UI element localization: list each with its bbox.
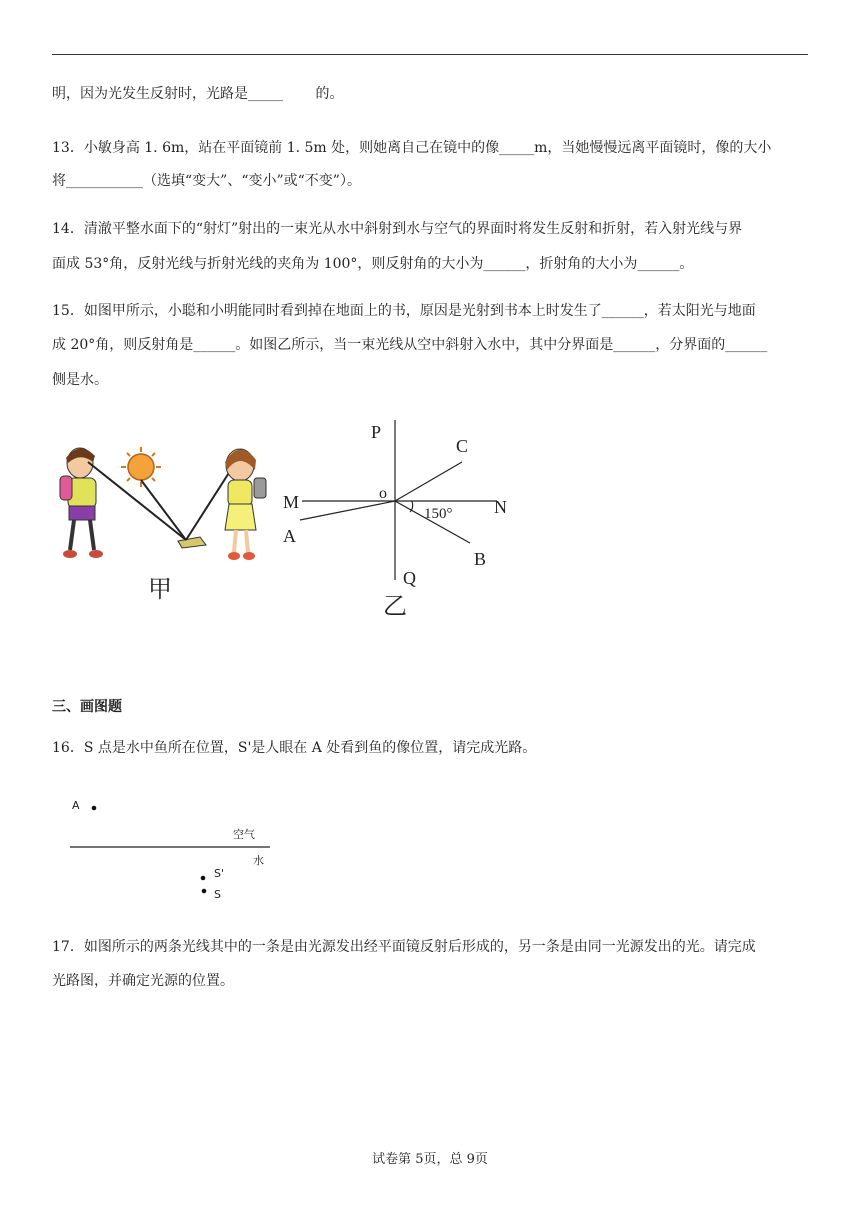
point-S-label: S	[214, 888, 221, 901]
figure-16	[70, 799, 270, 901]
q15-text-line3: 侧是水。	[52, 372, 108, 388]
q13-text-line1: 13．小敏身高 1. 6m，站在平面镜前 1. 5m 处，则她离自己在镜中的像_____m，当她慢慢远离平面镜时，像的大小	[52, 140, 772, 156]
label-A: A	[283, 526, 296, 546]
label-Q: Q	[403, 568, 416, 588]
ray-OC	[395, 462, 462, 501]
q14-text-line1: 14．清澈平整水面下的“射灯”射出的一束光从水中斜射到水与空气的界面时将发生反射和折射，若入射光线与界	[52, 221, 743, 237]
section-title: 三、画图题	[52, 699, 122, 715]
q16-text: 16．S 点是水中鱼所在位置，S'是人眼在 A 处看到鱼的像位置，请完成光路。	[52, 740, 537, 756]
right-person-illustration	[225, 449, 266, 560]
q17-text-line2: 光路图，并确定光源的位置。	[52, 973, 234, 989]
label-C: C	[456, 436, 469, 456]
air-label: 空气	[233, 828, 255, 841]
figure-jia-caption: 甲	[148, 575, 172, 603]
point-S-dot	[202, 889, 207, 894]
q17-text-line1: 17．如图所示的两条光线其中的一条是由光源发出经平面镜反射后形成的，另一条是由同一光源发出的光。请完成	[52, 939, 756, 955]
q13-text-line2: 将___________（选填“变大”、“变小”或“不变”）。	[52, 173, 361, 189]
book-icon	[178, 537, 206, 548]
ray-AO	[300, 501, 395, 520]
label-P: P	[371, 422, 382, 442]
label-O: o	[379, 485, 387, 502]
point-A-label: A	[72, 799, 80, 812]
page-footer: 试卷第 5页，总 9页	[372, 1152, 488, 1167]
figure-jia	[60, 447, 266, 603]
water-label: 水	[253, 854, 264, 867]
point-A-dot	[92, 806, 97, 811]
label-N: N	[494, 497, 507, 517]
q12-text-line2: 明，因为光发生反射时，光路是_____ 的。	[52, 86, 344, 102]
q14-text-line2: 面成 53°角，反射光线与折射光线的夹角为 100°，则反射角的大小为______，折射角的大小为______。	[52, 256, 694, 272]
point-S-image-dot	[201, 876, 206, 881]
label-B: B	[474, 549, 487, 569]
figure-yi-caption: 乙	[383, 592, 407, 620]
q15-text-line1: 15．如图甲所示，小聪和小明能同时看到掉在地面上的书，原因是光射到书本上时发生了______，若太阳光与地面	[52, 303, 756, 319]
left-person-illustration	[60, 448, 103, 558]
q15-text-line2: 成 20°角，则反射角是______。如图乙所示，当一束光线从空中斜射入水中，其中分界面是______，分界面的______	[52, 337, 768, 353]
angle-label: 150°	[424, 506, 453, 522]
light-rays	[88, 462, 232, 540]
label-M: M	[283, 492, 300, 512]
point-S-image-label: S'	[214, 867, 225, 880]
